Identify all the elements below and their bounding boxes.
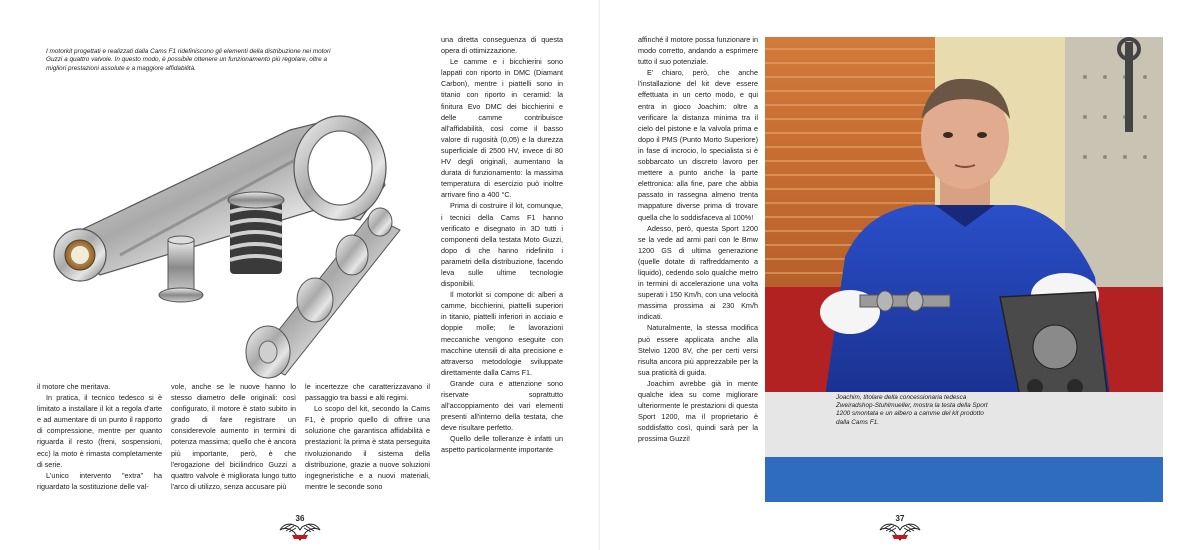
paragraph: L'unico intervento "extra" ha riguardato la sostituzione delle val- xyxy=(37,470,162,491)
paragraph: Lo scopo del kit, secondo la Cams F1, è proprio quello di offrire una soluzione che garantisca affidabilità e prestazioni: la prima è stata perseguita rivoluzionando il sistema della distribuzione, grazie a nuove soluzioni ingegneristiche e a nuovi materiali, mentre le seconde sono xyxy=(305,404,430,491)
page-number: 36 xyxy=(295,514,305,523)
text-column-3 xyxy=(305,381,430,492)
motorkit-illustration xyxy=(40,90,420,380)
photo-caption: Joachim, titolare della concessionaria tedesca Zweiradshop-Stuhlmueller, mostra la testa della Sport 1200 smontata e un albero a camme del kit prodotto dalla Cams F1. xyxy=(836,394,988,426)
paragraph: E' chiaro, però, che anche l'installazione del kit deve essere effettuata in un certo modo, e qui entra in gioco Joachim: oltre a verificare la distanza minima tra il cielo del pistone e la valvola prima e dopo il PMS (Punto Morto Superiore) in fase di incrocio, lo specialista si è sobbarcato un discreto lavoro per mettere a punto anche la parte elettronica: alla fine, pare che abbia passato in rassegna almeno trenta mappature diverse prima di trovare quella che lo soddisfaceva al 100%! xyxy=(638,68,758,222)
paragraph: le incertezze che caratterizzavano il passaggio tra bassi e alti regimi. xyxy=(305,382,430,403)
text-column-2 xyxy=(171,381,296,492)
text-column-4 xyxy=(441,34,563,456)
paragraph: Adesso, però, questa Sport 1200 se la vede ad armi pari con le Bmw 1200 GS di ultima generazione (quelle dotate di raffreddamento a liquido), cedendo solo qualche metro in termini di accelerazione una volta superati i 150 Km/h, con una velocità massima prossima ai 230 Km/h indicati. xyxy=(638,223,758,322)
paragraph: Quello delle tolleranze è infatti un aspetto particolarmente importante xyxy=(441,434,563,455)
text-column-5 xyxy=(638,34,758,444)
paragraph: Prima di costruire il kit, comunque, i tecnici della Cams F1 hanno verificato e disegnato in 3D tutti i componenti della testata Moto Guzzi, dopo di che hanno ridefinito i parametri della distribuzione, facendo leva sulle ultime tecnologie disponibili. xyxy=(441,201,563,289)
paragraph: vole, anche se le nuove hanno lo stesso diametro delle originali: così configurato, il motore è stato subito in grado di fare registrare un considerevole aumento in termini di potenza massima; quello che è ancora più importante, però, è che l'erogazione del bicilindrico Guzzi a quattro valvole è migliorata lungo tutto l'arco di utilizzo, senza accusare più xyxy=(171,382,296,491)
paragraph: Il motorkit si compone di: alberi a camme, bicchierini, piattelli superiori in titanio, piattelli inferiori in acciaio e doppie molle; le lavorazioni meccaniche vengono eseguite con macchine utensili di alta precisione e attraverso metodologie sviluppate direttamente dalla Cams F1. xyxy=(441,290,563,377)
joachim-photo xyxy=(765,37,1163,502)
valve-spring-icon xyxy=(228,192,284,274)
product-caption: I motorkit progettati e realizzati dalla Cams F1 ridefiniscono gli elementi della distribuzione nei motori Guzzi a quattro valvole. In questo modo, è possibile ottenere un funzionamento più regolare, oltre a migliori prestazioni assolute e a maggiore affidabilità. xyxy=(46,48,331,72)
paragraph: Grande cura e attenzione sono riservate soprattutto all'accoppiamento dei vari elementi presenti all'interno della testata, che deve risultare perfetto. xyxy=(441,378,563,433)
paragraph: affinché il motore possa funzionare in modo corretto, andando a esprimere tutto il suo potenziale. xyxy=(638,35,758,67)
text-column-1 xyxy=(37,381,162,492)
photo-illustration xyxy=(765,37,1163,502)
paragraph: il motore che meritava. xyxy=(37,382,111,391)
page-number: 37 xyxy=(895,514,905,523)
paragraph: Joachim avrebbe già in mente qualche idea su come migliorare ulteriormente le prestazioni di questa Sport 1200, ma il proprietario è soddisfatto così, quindi sarà per la prossima Guzzi! xyxy=(638,378,758,444)
paragraph: In pratica, il tecnico tedesco si è limitato a installare il kit a regola d'arte e ad aumentare di un punto il rapporto di compressione, mentre per quanto riguarda il resto (freni, sospensioni, ecc) la moto è rimasta completamente di serie. xyxy=(37,393,162,469)
paragraph: Naturalmente, la stessa modifica può essere applicata anche alla Stelvio 1200 8V, che per certi versi risulta ancora più apprezzabile per la sua praticità di guida. xyxy=(638,323,758,377)
paragraph: Le camme e i bicchierini sono lappati con riporto in DMC (Diamant Carbon), mentre i piattelli sono in titanio con riporto in ceramid: la finitura Evo DMC dei bicchierini e delle camme contribuisce all'affidabilità, così come il basso valore di rugosità (0,05) e la durezza superficiale di 2500 HV, invece di 80 HV degli originali, aumentano la durata di funzionamento: la massima temperatura di esercizio può inoltre arrivare fino a 400 °C. xyxy=(441,57,563,200)
paragraph: una diretta conseguenza di questa opera di ottimizzazione. xyxy=(441,35,563,56)
